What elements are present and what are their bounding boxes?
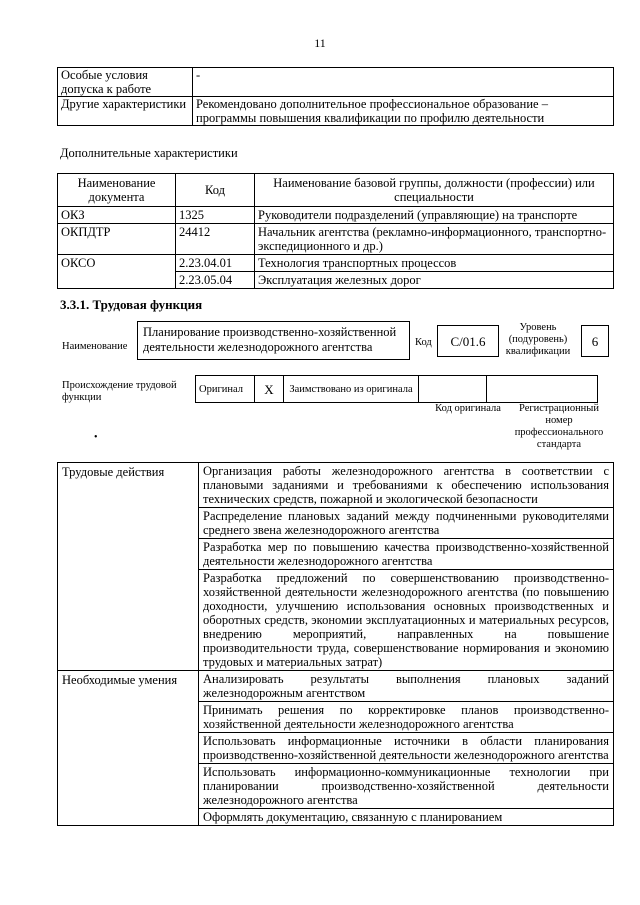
column-header: Наименование базовой группы, должности (профессии) или специальности — [255, 174, 614, 207]
row-label: Особые условия допуска к работе — [58, 68, 193, 97]
row-label: Другие характеристики — [58, 97, 193, 126]
list-item: Распределение плановых заданий между подчиненными руководителями среднего звена железнодорожного агентства — [199, 508, 614, 539]
reg-number-label: Регистрационный номер профессионального стандарта — [514, 403, 604, 450]
page-number: 11 — [314, 36, 326, 50]
origin-table — [195, 375, 598, 403]
code-cell: 24412 — [176, 224, 255, 255]
list-item: Анализировать результаты выполнения плановых заданий железнодорожным агентством — [199, 671, 614, 702]
original-mark: X — [255, 376, 284, 403]
list-item: Оформлять документацию, связанную с планированием — [199, 809, 614, 826]
list-item: Использовать информационно-коммуникационные технологии при планировании производственно-хозяйственной деятельности железнодорожного агентства — [199, 764, 614, 809]
list-item: Использовать информационные источники в области планирования производственно-хозяйственной деятельности железнодорожного агентства — [199, 733, 614, 764]
table-row — [58, 68, 614, 97]
code-box: C/01.6 — [437, 325, 499, 357]
origin-label: Происхождение трудовой функции — [62, 380, 177, 403]
table-row — [196, 376, 598, 403]
list-item: Организация работы железнодорожного агентства в соответствии с плановыми заданиями и требованиями к обеспечению использования технических средств, пожарной и экологической безопасности — [199, 463, 614, 508]
list-item: Разработка мер по повышению качества производственно-хозяйственной деятельности железнодорожного агентства — [199, 539, 614, 570]
code-label: Код — [415, 337, 432, 348]
doc-cell: ОКЗ — [58, 207, 176, 224]
function-name-box: Планирование производственно-хозяйственной деятельности железнодорожного агентства — [137, 321, 410, 360]
table-row — [58, 255, 614, 272]
table-row — [58, 97, 614, 126]
table-row — [58, 224, 614, 255]
code-original-label: Код оригинала — [435, 403, 501, 414]
borrowed-cell: Заимствовано из оригинала — [284, 376, 419, 403]
column-header: Наименование документа — [58, 174, 176, 207]
level-label: Уровень (подуровень) квалификации — [505, 322, 571, 357]
stray-dot: • — [94, 432, 98, 443]
section-title: 3.3.1. Трудовая функция — [60, 297, 203, 312]
list-item: Принимать решения по корректировке планов производственно-хозяйственной деятельности железнодорожного агентства — [199, 702, 614, 733]
list-item: Разработка предложений по совершенствованию производственно-хозяйственной деятельности железнодорожного агентства (по повышению доходности, улучшению использования основных производственных и оборотных средств, экономии эксплуатационных и материальных ресурсов, внедрению мероприятий, направленных на повышение производительности труда, совершенствование нормирования и экономию трудовых и материальных затрат) — [199, 570, 614, 671]
original-code-cell — [419, 376, 487, 403]
column-header: Код — [176, 174, 255, 207]
code-cell: 2.23.05.04 — [176, 272, 255, 289]
original-cell: Оригинал — [196, 376, 255, 403]
top-characteristics-table — [57, 67, 614, 126]
labor-actions-label: Трудовые действия — [58, 463, 199, 671]
table-header-row — [58, 174, 614, 207]
required-skills-label: Необходимые умения — [58, 671, 199, 826]
doc-cell: ОКПДТР — [58, 224, 176, 255]
table-row — [58, 463, 614, 508]
additional-characteristics-title: Дополнительные характеристики — [60, 146, 238, 160]
level-box: 6 — [581, 325, 609, 357]
code-cell: 1325 — [176, 207, 255, 224]
doc-cell: ОКСО — [58, 255, 176, 289]
function-details-table — [57, 462, 614, 826]
name-cell: Эксплуатация железных дорог — [255, 272, 614, 289]
row-value: - — [193, 68, 614, 97]
reg-number-cell — [487, 376, 598, 403]
name-label: Наименование — [62, 341, 128, 352]
table-row — [58, 207, 614, 224]
name-cell: Начальник агентства (рекламно-информационного, транспортно-экспедиционного и др.) — [255, 224, 614, 255]
row-value: Рекомендовано дополнительное профессиональное образование – программы повышения квалификации по профилю деятельности — [193, 97, 614, 126]
additional-characteristics-table — [57, 173, 614, 289]
code-cell: 2.23.04.01 — [176, 255, 255, 272]
name-cell: Руководители подразделений (управляющие) на транспорте — [255, 207, 614, 224]
name-cell: Технология транспортных процессов — [255, 255, 614, 272]
table-row — [58, 671, 614, 702]
